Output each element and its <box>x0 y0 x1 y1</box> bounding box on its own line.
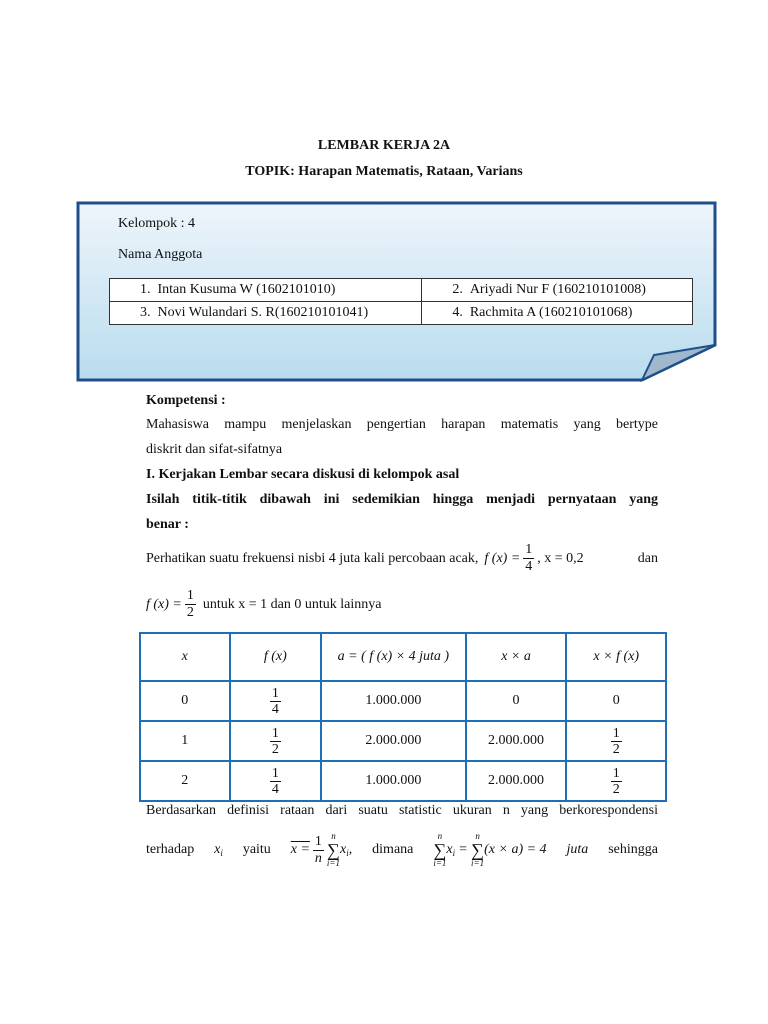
header-a: a = ( f (x) × 4 juta ) <box>321 633 466 681</box>
definition-yaitu: yaitu <box>242 842 271 857</box>
cell-x: 0 <box>140 681 230 721</box>
xi-term <box>446 842 455 858</box>
sigma-icon: n ∑ i=1 <box>471 831 485 868</box>
table-header-row <box>140 633 666 681</box>
x-var: x <box>340 842 347 857</box>
x-var: x <box>446 842 453 857</box>
fraction-one-half <box>185 588 196 621</box>
mean-formula <box>291 832 352 868</box>
cell-xa: 2.000.000 <box>466 761 567 801</box>
cell-x: 1 <box>140 721 230 761</box>
table-row <box>110 302 693 325</box>
and-text: dan <box>637 550 658 566</box>
observation-text: Perhatikan suatu frekuensi nisbi 4 juta kali percobaan acak, <box>146 550 479 566</box>
cell-xa: 0 <box>466 681 567 721</box>
cell-a: 1.000.000 <box>321 761 466 801</box>
members-table <box>109 278 693 325</box>
xi-term <box>340 842 349 858</box>
i-subscript: i <box>346 848 349 858</box>
header-fx: f (x) <box>230 633 322 681</box>
x-var: x <box>214 842 221 857</box>
sum-lower: i=1 <box>433 858 447 868</box>
member-name: Intan Kusuma W (1602101010) <box>157 282 336 297</box>
definition-sehingga: sehingga <box>608 842 658 857</box>
definition-text: Berdasarkan definisi rataan dari suatu statistic ukuran n yang berkorespondensi <box>146 803 658 818</box>
mean-lhs: x = <box>290 842 310 857</box>
sigma-icon: n ∑ i=1 <box>326 831 340 868</box>
member-cell <box>422 279 693 302</box>
member-cell <box>422 302 693 325</box>
fx-expression-2: f (x) = <box>146 596 182 612</box>
observation-line-2 <box>146 588 381 621</box>
frequency-table <box>139 632 667 802</box>
header-x: x <box>140 633 230 681</box>
i-subscript: i <box>452 848 456 858</box>
definition-juta: juta <box>566 842 589 857</box>
worksheet-title: LEMBAR KERJA 2A <box>317 138 451 153</box>
definition-dimana: dimana <box>372 842 414 857</box>
definition-terhadap: terhadap <box>146 842 195 857</box>
competency-title: Kompetensi : <box>146 393 226 408</box>
fraction-denominator: 2 <box>186 605 194 620</box>
fraction-denominator: 2 <box>612 741 620 757</box>
sum-lower: i=1 <box>326 858 340 868</box>
competency-text: Mahasiswa mampu menjelaskan pengertian harapan matematis yang bertype <box>146 417 658 432</box>
fraction-numerator: 1 <box>271 765 279 781</box>
member-number: 1. <box>140 282 151 297</box>
cell-xa: 2.000.000 <box>466 721 567 761</box>
fraction-numerator: 1 <box>271 725 279 741</box>
header-xfx: x × f (x) <box>566 633 666 681</box>
member-cell <box>110 279 422 302</box>
fraction-denominator: n <box>314 850 322 866</box>
sum-lower: i=1 <box>471 858 485 868</box>
cell-xfx: 0 <box>566 681 666 721</box>
sum-formula <box>433 832 546 868</box>
group-label: Kelompok : 4 <box>118 216 195 231</box>
comma: , <box>348 842 353 857</box>
fraction-numerator: 1 <box>525 542 533 557</box>
members-label: Nama Anggota <box>118 247 203 262</box>
fx-expression: f (x) = <box>484 550 521 566</box>
cell-xfx <box>566 721 666 761</box>
fraction-denominator: 2 <box>612 781 620 797</box>
fraction-numerator: 1 <box>612 725 620 741</box>
xi-symbol <box>214 842 223 858</box>
sum-upper: n <box>437 831 443 841</box>
header-xa: x × a <box>466 633 567 681</box>
fraction-one-quarter <box>523 542 534 575</box>
section-heading: I. Kerjakan Lembar secara diskusi di kelompok asal <box>146 467 460 482</box>
worksheet-topic: TOPIK: Harapan Matematis, Rataan, Varians <box>245 164 523 179</box>
sum-upper: n <box>475 831 480 841</box>
table-row <box>140 761 666 801</box>
member-cell <box>110 302 422 325</box>
cell-fx <box>230 721 322 761</box>
fraction-numerator: 1 <box>271 685 279 701</box>
cell-x: 2 <box>140 761 230 801</box>
instruction-text-cont: benar : <box>146 517 189 532</box>
cell-a: 1.000.000 <box>321 681 466 721</box>
fraction-denominator: 4 <box>271 701 279 717</box>
cell-xfx <box>566 761 666 801</box>
fraction-numerator: 1 <box>186 588 194 603</box>
observation-tail: untuk x = 1 dan 0 untuk lainnya <box>202 596 382 612</box>
sum-upper: n <box>331 831 336 841</box>
fraction-numerator: 1 <box>314 833 322 849</box>
x-values: , x = 0,2 <box>537 550 584 566</box>
member-name: Novi Wulandari S. R(160210101041) <box>157 305 369 320</box>
fraction-denominator: 4 <box>525 559 533 574</box>
member-name: Rachmita A (160210101068) <box>469 305 633 320</box>
cell-fx <box>230 681 322 721</box>
i-subscript: i <box>220 848 223 858</box>
table-row <box>140 721 666 761</box>
definition-formula-line <box>146 832 658 868</box>
observation-line <box>146 542 658 575</box>
cell-a: 2.000.000 <box>321 721 466 761</box>
equals-sign: = <box>459 842 468 857</box>
xa-term: (x × a) = 4 <box>484 842 547 857</box>
instruction-text: Isilah titik-titik dibawah ini sedemikian hingga menjadi pernyataan yang <box>146 492 658 507</box>
member-number: 4. <box>452 305 463 320</box>
table-row <box>140 681 666 721</box>
cell-fx <box>230 761 322 801</box>
one-over-n <box>313 834 324 867</box>
fraction-numerator: 1 <box>612 765 620 781</box>
fraction-denominator: 2 <box>271 741 279 757</box>
table-row <box>110 279 693 302</box>
sigma-icon: n ∑ i=1 <box>433 831 447 868</box>
competency-text-cont: diskrit dan sifat-sifatnya <box>146 442 283 457</box>
member-name: Ariyadi Nur F (160210101008) <box>469 282 646 297</box>
fraction-denominator: 4 <box>271 781 279 797</box>
member-number: 3. <box>140 305 151 320</box>
member-number: 2. <box>452 282 463 297</box>
